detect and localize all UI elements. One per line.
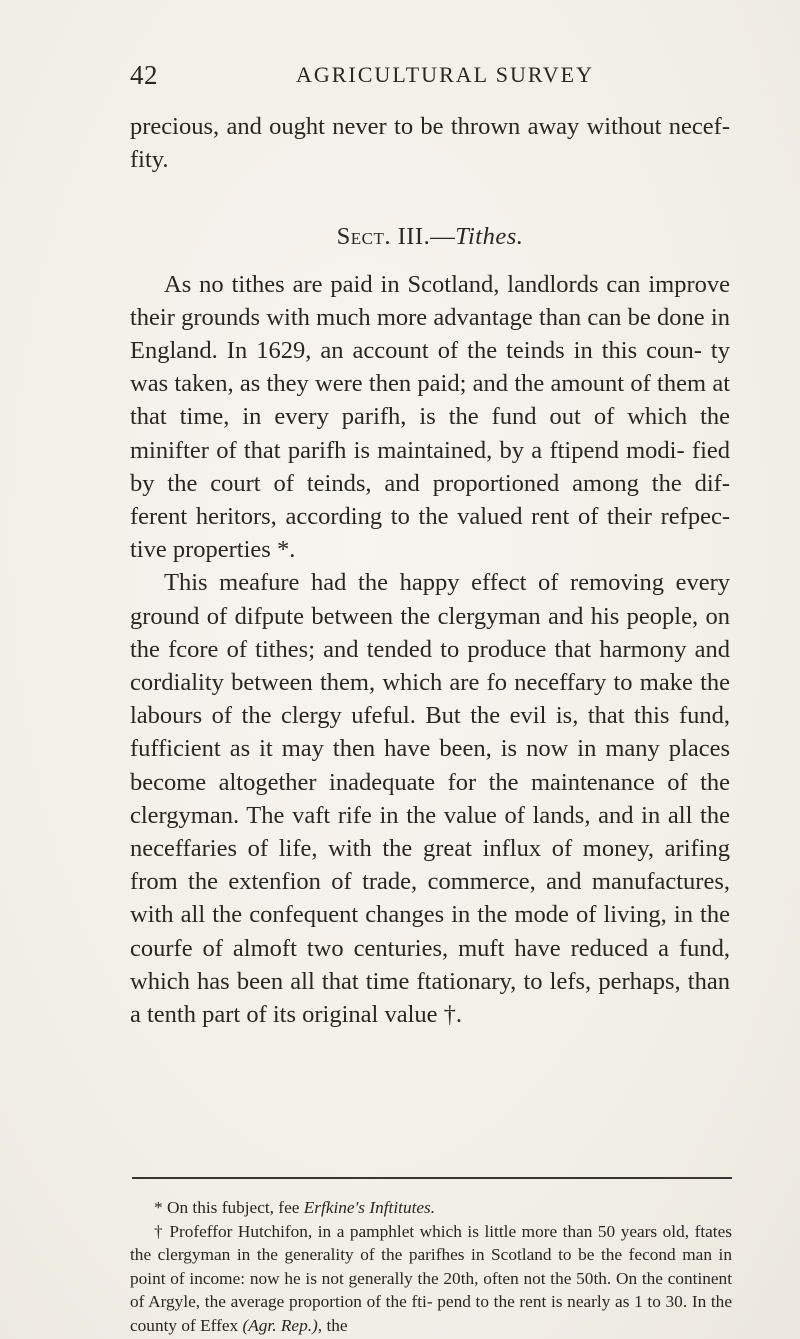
footnote-rule: [132, 1177, 732, 1179]
footnote-2-text: † Profeffor Hutchifon, in a pamphlet which is little more than 50 years old, ftates the clergyman in the generality of the parifhes in Scotland to be the fecond man in point of income: now he is not generally the 20th, often not the 50th. On the continent of Argyle, the average proportion of the fti- pend to the rent is nearly as 1 to 30. In the county of Effex: [130, 1221, 732, 1335]
footnote-2-tail: the: [322, 1315, 348, 1335]
footnote-1: [130, 1196, 732, 1220]
footnote-1-text: * On this fubject, fee: [154, 1198, 304, 1217]
page-number: 42: [130, 60, 158, 90]
footnotes: [130, 1196, 732, 1338]
body-text: [130, 110, 730, 1031]
continued-paragraph: precious, and ought never to be thrown away without necef- fity.: [130, 113, 730, 174]
running-head: [130, 60, 730, 100]
running-head-title: AGRICULTURAL SURVEY: [295, 62, 594, 87]
paragraph-1: As no tithes are paid in Scotland, landlords can improve their grounds with much more advantage than can be done in England. In 1629, an account of the teinds in this coun- ty was taken, as they were then paid; and the amount of them at that time, in every parifh, is the fund out of which the minifter of that parifh is maintained, by a ftipend modi- fied by the court of teinds, and proportioned among the dif- ferent heritors, according to the valued rent of their refpec- tive properties *.: [130, 270, 730, 564]
paragraph-2: This meafure had the happy effect of removing every ground of difpute between the clergyman and his people, on the fcore of tithes; and tended to produce that harmony and cordiality between them, which are fo neceffary to make the labours of the clergy ufeful. But the evil is, that this fund, fufficient as it may then have been, is now in many places become altogether inadequate for the maintenance of the clergyman. The vaft rife in the value of lands, and in all the neceffaries of life, with the great influx of money, arifing from the extenfion of trade, commerce, and manufactures, with all the confequent changes in the mode of living, in the courfe of almoft two centuries, muft have reduced a fund, which has been all that time ftationary, to lefs, perhaps, than a tenth part of its original value †.: [130, 569, 730, 1029]
footnote-1-reference: Erfkine's Inftitutes.: [303, 1198, 436, 1217]
footnote-2: [130, 1220, 732, 1338]
section-title: Tithes.: [455, 223, 524, 251]
section-heading: [130, 220, 730, 253]
footnote-2-reference: (Agr. Rep.),: [242, 1315, 323, 1335]
section-label: Sect. III.—: [336, 223, 456, 251]
